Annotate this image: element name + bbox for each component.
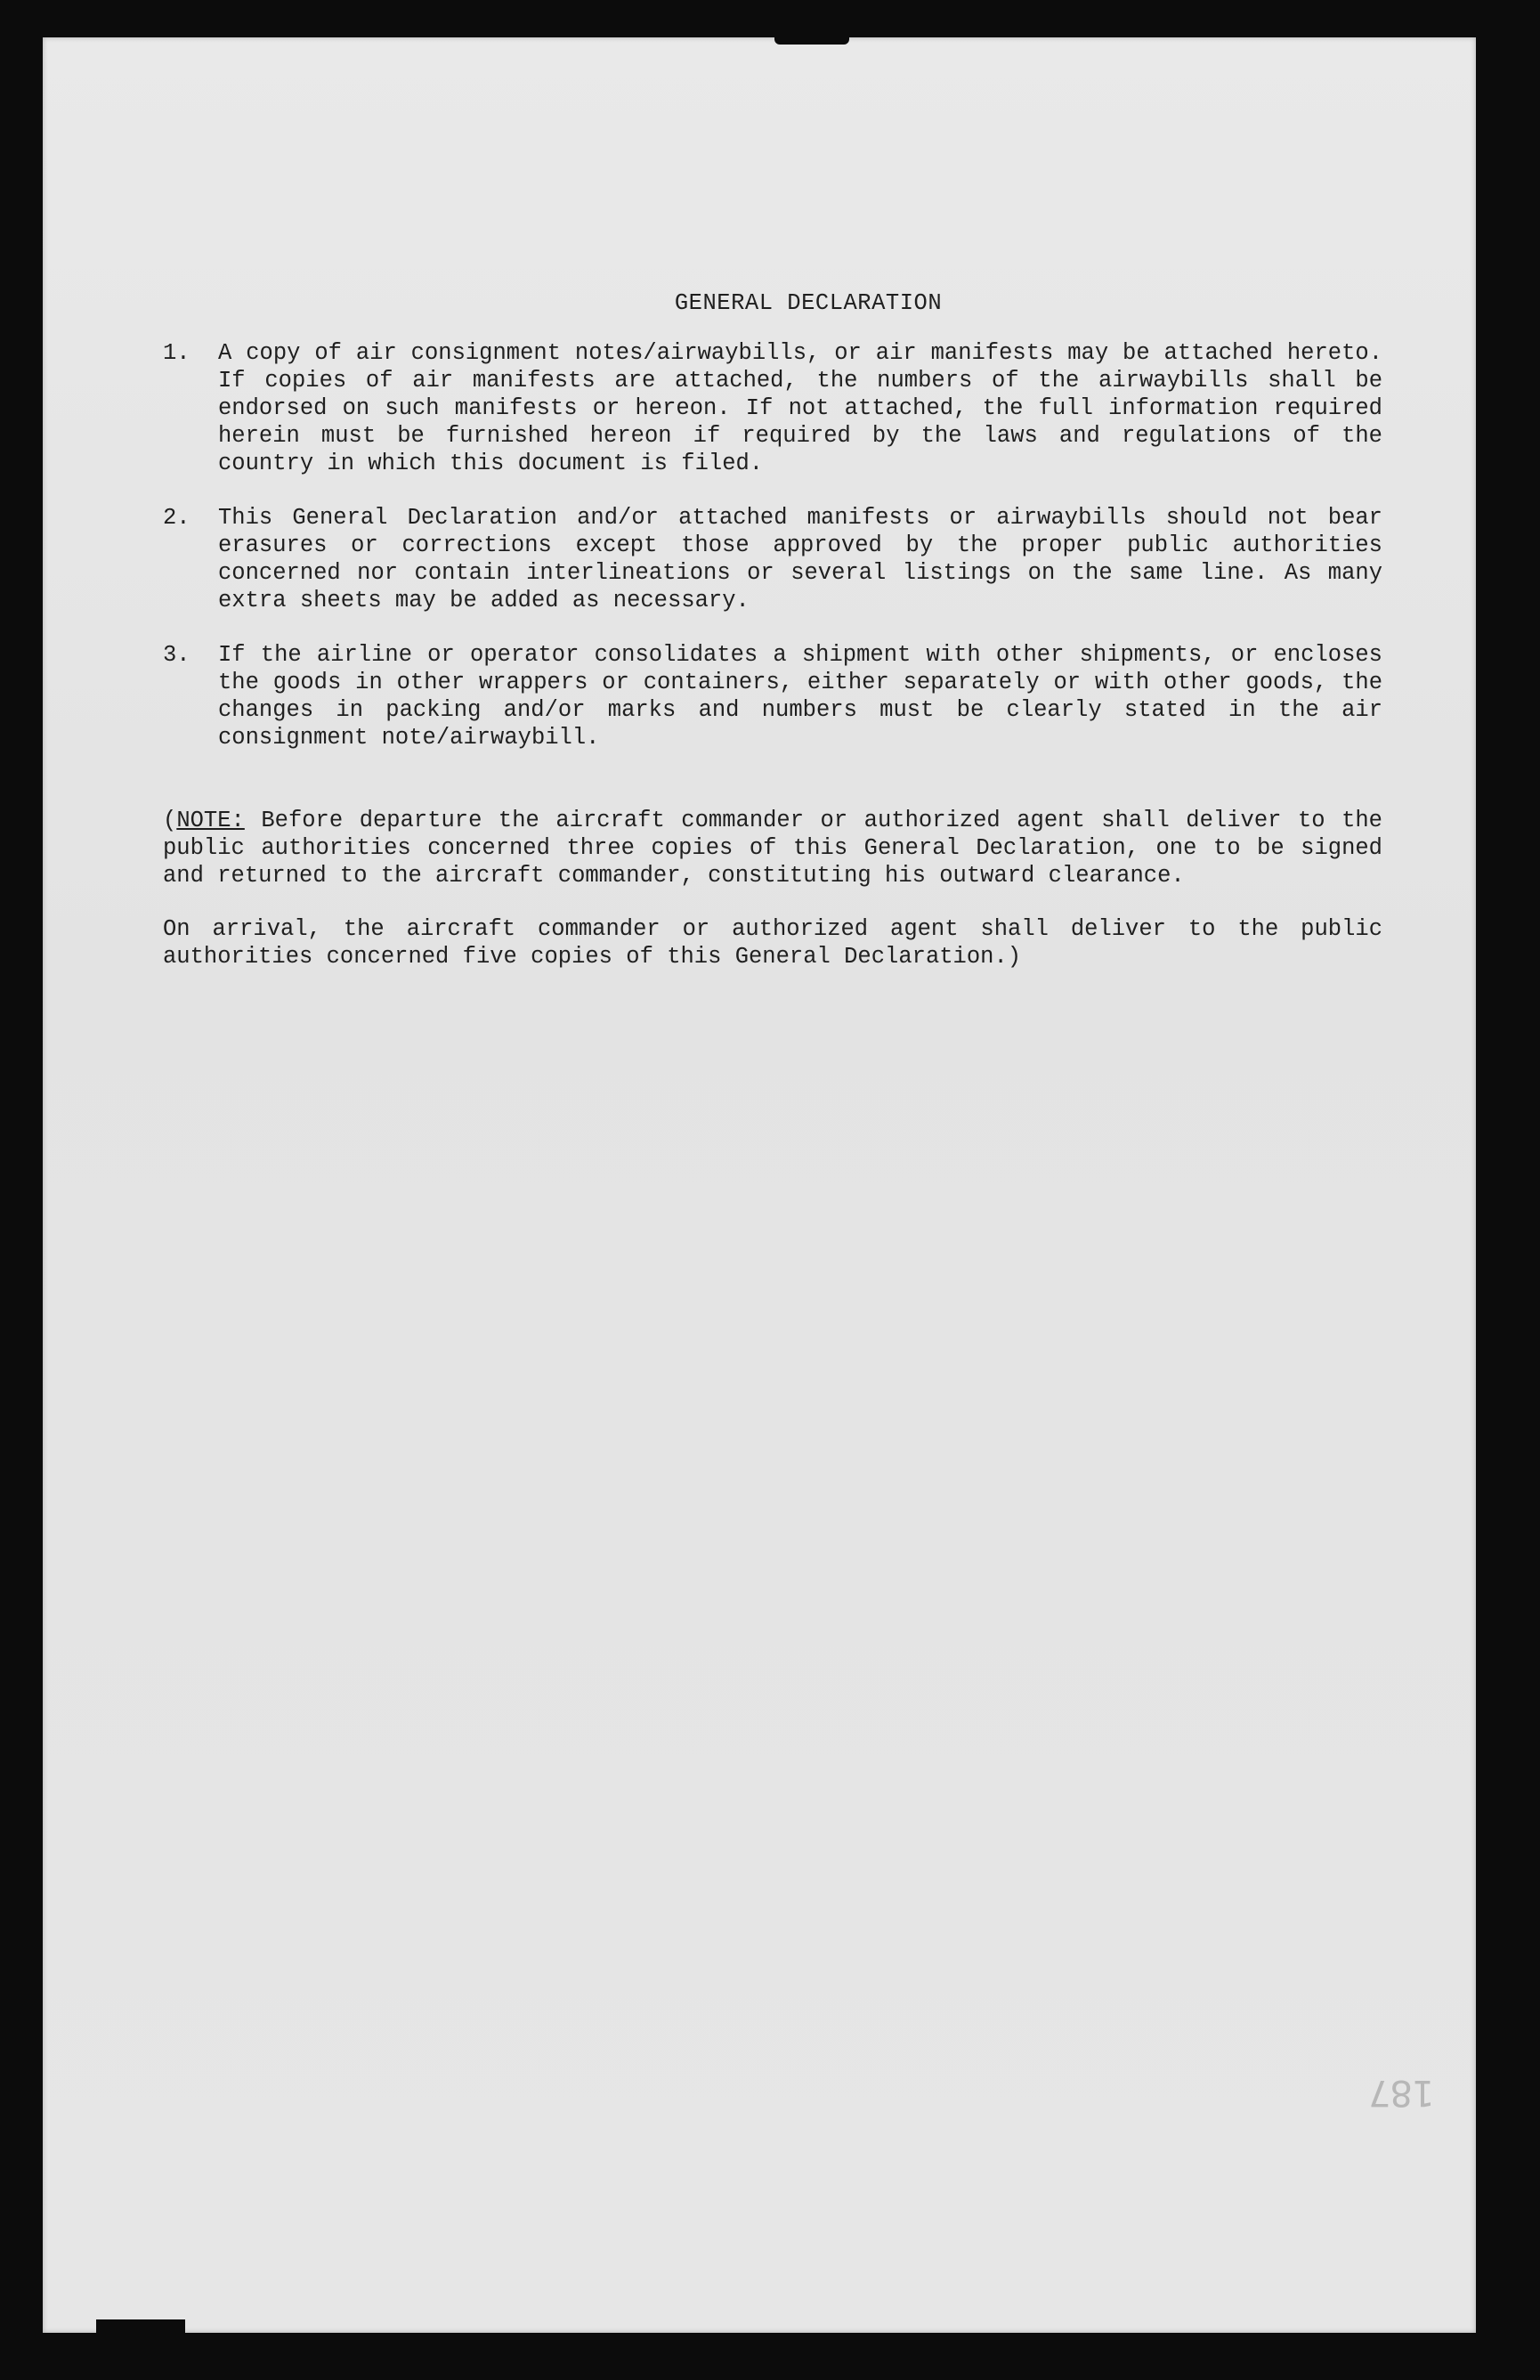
document-body <box>163 289 1382 971</box>
item-text: A copy of air consignment notes/airwaybills, or air manifests may be attached hereto. If copies of air manifests are attached, the numbers of the airwaybills shall be endorsed on such manifests or hereon. If not attached, the full information required herein must be furnished hereon if required by the laws and regulations of the country in which this document is filed. <box>218 340 1382 476</box>
item-number: 1. <box>163 340 190 366</box>
document-title: GENERAL DECLARATION <box>674 290 943 316</box>
item-number: 3. <box>163 642 190 668</box>
note-label: NOTE: <box>176 808 245 833</box>
arrival-paragraph: On arrival, the aircraft commander or authorized agent shall deliver to the public authorities concerned five copies of this General Declaration.) <box>163 916 1382 970</box>
item-number: 2. <box>163 505 190 531</box>
note-text: Before departure the aircraft commander or authorized agent shall deliver to the public authorities concerned three copies of this General Declaration, one to be signed and returned to the aircraft commander, constituting his outward clearance. <box>163 808 1382 889</box>
list-item <box>163 339 1382 477</box>
page-stamp: 187 <box>1369 2072 1435 2113</box>
film-notch <box>774 32 849 45</box>
item-text: This General Declaration and/or attached manifests or airwaybills should not bear erasures or corrections except those approved by the proper public authorities concerned nor contain interlineations or several listings on the same line. As many extra sheets may be added as necessary. <box>218 505 1382 613</box>
note-open-paren: ( <box>163 808 177 833</box>
film-tab <box>96 2319 185 2339</box>
list-item <box>163 641 1382 751</box>
document-page <box>43 37 1476 2333</box>
list-item <box>163 504 1382 614</box>
item-text: If the airline or operator consolidates a shipment with other shipments, or encloses the goods in other wrappers or containers, either separately or with other goods, the changes in packing and/or marks and numbers must be clearly stated in the air consignment note/airwaybill. <box>218 642 1382 751</box>
note-paragraph <box>163 807 1382 889</box>
